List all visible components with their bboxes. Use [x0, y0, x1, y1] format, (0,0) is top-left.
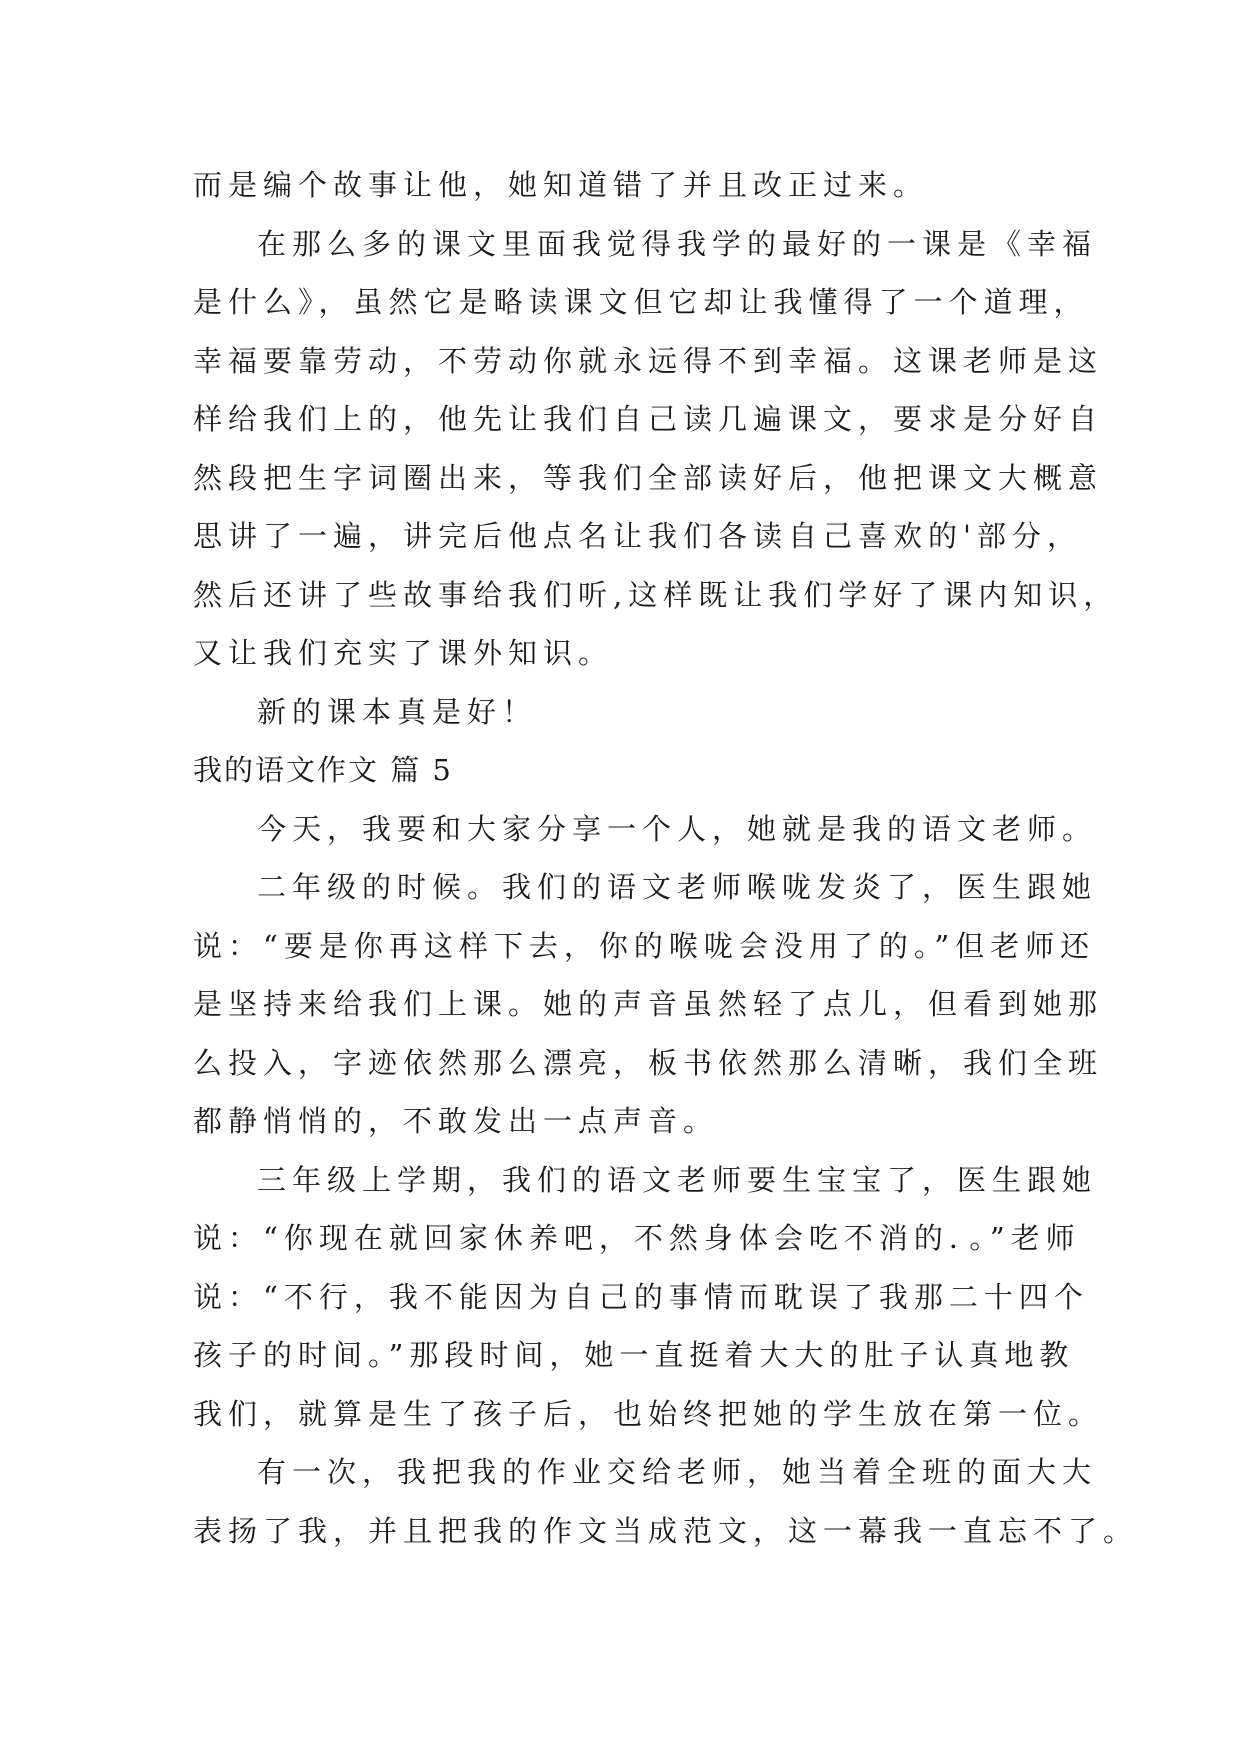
paragraph-line: 么投入，字迹依然那么漂亮，板书依然那么清晰，我们全班	[193, 1045, 1104, 1080]
paragraph-line: 在那么多的课文里面我觉得我学的最好的一课是《幸福	[257, 226, 1098, 261]
document-body	[193, 156, 1139, 1560]
paragraph-line: 样给我们上的，他先让我们自己读几遍课文，要求是分好自	[193, 402, 1104, 436]
paragraph-line: 有一次，我把我的作业交给老师，她当着全班的面大大	[257, 1455, 1098, 1489]
paragraph-line: 说：“要是你再这样下去，你的喉咙会没用了的。”但老师还	[193, 928, 1096, 963]
paragraph-line: 三年级上学期，我们的语文老师要生宝宝了，医生跟她	[257, 1162, 1098, 1197]
paragraph-line: 我们，就算是生了孩子后，也始终把她的学生放在第一位。	[193, 1396, 1104, 1431]
paragraph-line: 表扬了我，并且把我的作文当成范文，这一幕我一直忘不了。	[193, 1513, 1139, 1548]
paragraph-line: 说：“你现在就回家休养吧，不然身体会吃不消的．。”老师	[193, 1221, 1081, 1255]
section-heading: 我的语文作文 篇 5	[193, 753, 453, 787]
paragraph-line: 都静悄悄的，不敢发出一点声音。	[193, 1104, 719, 1138]
paragraph-line: 是坚持来给我们上课。她的声音虽然轻了点儿，但看到她那	[193, 987, 1104, 1021]
paragraph-line: 新的课本真是好！	[257, 694, 538, 729]
paragraph-line: 是什么》，虽然它是略读课文但它却让我懂得了一个道理，	[193, 285, 1089, 319]
paragraph-line: 二年级的时候。我们的语文老师喉咙发炎了，医生跟她	[257, 870, 1098, 904]
paragraph-line: 今天，我要和大家分享一个人，她就是我的语文老师。	[257, 811, 1098, 846]
paragraph-line: 然段把生字词圈出来，等我们全部读好后，他把课文大概意	[193, 460, 1104, 495]
paragraph-line: 孩子的时间。”那段时间，她一直挺着大大的肚子认真地教	[193, 1338, 1075, 1372]
paragraph-line: 又让我们充实了课外知识。	[193, 636, 614, 670]
paragraph-line: 说：“不行，我不能因为自己的事情而耽误了我那二十四个	[193, 1279, 1089, 1314]
paragraph-line: 然后还讲了些故事给我们听,这样既让我们学好了课内知识，	[193, 577, 1119, 612]
paragraph-line: 思讲了一遍，讲完后他点名让我们各读自己喜欢的'部分，	[193, 519, 1082, 553]
paragraph-line: 幸福要靠劳动，不劳动你就永远得不到幸福。这课老师是这	[193, 343, 1104, 378]
paragraph-line: 而是编个故事让他，她知道错了并且改正过来。	[193, 168, 929, 202]
